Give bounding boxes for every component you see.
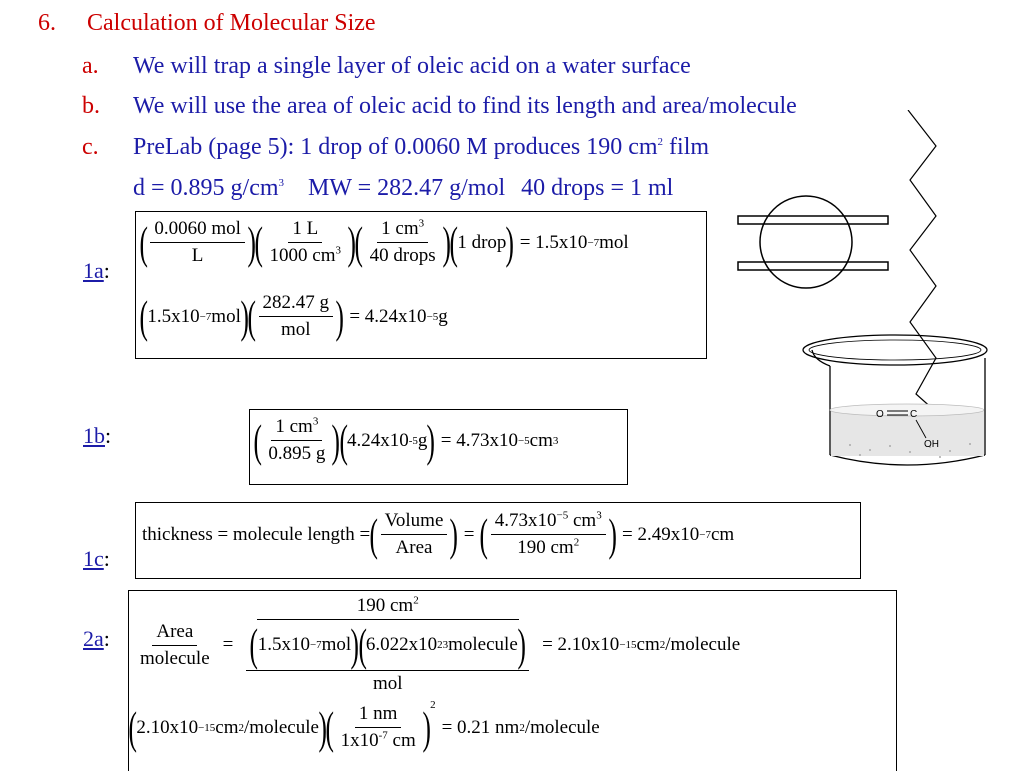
constants-line: d = 0.895 $g/cm^3$ MW = 282.47 g/mol 40 drops = 1 ml [133, 175, 674, 201]
link-1c-wrap: 1c: [83, 546, 110, 571]
equation-box-1b [249, 409, 628, 485]
carbon-label: C [910, 409, 918, 420]
item-6-number: 6. [38, 10, 56, 36]
link-2a[interactable]: 2a [83, 626, 104, 651]
molecule-circle [760, 196, 852, 288]
equation-2a-line-1: $\frac{\text{Area}}{\text{molecule}}$ = 190 $cm^2$ ( 1.5x10 −7 mol ) ( 6.022x10 23 molecule ) mol = 2.10x10 −15 cm 2 /molecule [140, 594, 741, 694]
link-1b-wrap: 1b: [83, 423, 112, 448]
oleic-acid-film-diagram [730, 110, 1024, 470]
link-1a-wrap: 1a: [83, 258, 110, 283]
link-1a[interactable]: 1a [83, 258, 104, 283]
hydroxyl-label: OH [924, 439, 939, 450]
equation-box-1a [135, 211, 707, 359]
beaker-icon [803, 335, 987, 465]
link-1c[interactable]: 1c [83, 546, 104, 571]
equation-1b: ( $\frac{1 cm^3}{0.895 g}$ ) ( 4.24x10 -5 g ) = 4.73x10 −5 cm 3 [253, 414, 559, 466]
equation-1c: thickness = molecule length = ( $\frac{\text{Volume}}{\text{Area}}$ ) = ( $\frac{4.73x10^{-5} cm^3}{190 cm^2}$ ) = 2.49x10 −7 cm [142, 508, 735, 560]
item-c-text: PreLab (page 5): 1 drop of 0.0060 M produces 190 $cm^2$ film [133, 134, 710, 160]
item-a-text: We will trap a single layer of oleic acid on a water surface [133, 53, 691, 79]
film-top-layer [738, 216, 888, 224]
link-2a-wrap: 2a: [83, 626, 110, 651]
item-b-text: We will use the area of oleic acid to find its length and area/molecule [133, 93, 797, 119]
item-6-title: Calculation of Molecular Size [87, 10, 376, 36]
item-b-label: b. [82, 93, 100, 119]
equation-1a-line-2: ( 1.5x10 −7 mol ) ( $\frac{282.47 g}{\text{mol}}$ ) = 4.24x10 −5 g [139, 290, 448, 342]
equation-box-2a [128, 590, 897, 771]
oxygen-label: O [876, 409, 884, 420]
equation-2a-line-2: ( 2.10x10 −15 cm 2 /molecule ) ( $\frac{1 nm}{1x10^{-7} cm}$ ) 2 = 0.21 nm 2 /molecule [128, 699, 600, 753]
item-c-label: c. [82, 134, 99, 160]
equation-box-1c [135, 502, 861, 579]
equation-1a-line-1: ( $\frac{\text{0.0060 mol}}{L}$ ) ( $\frac{1 L}{1000 cm^3}$ ) ( $\frac{1 cm^3}{\text{40 drops}}$ ) ( 1 drop ) = 1.5x10 −7 mol [139, 216, 629, 268]
film-bottom-layer [738, 262, 888, 270]
link-1b[interactable]: 1b [83, 423, 105, 448]
item-a-label: a. [82, 53, 99, 79]
